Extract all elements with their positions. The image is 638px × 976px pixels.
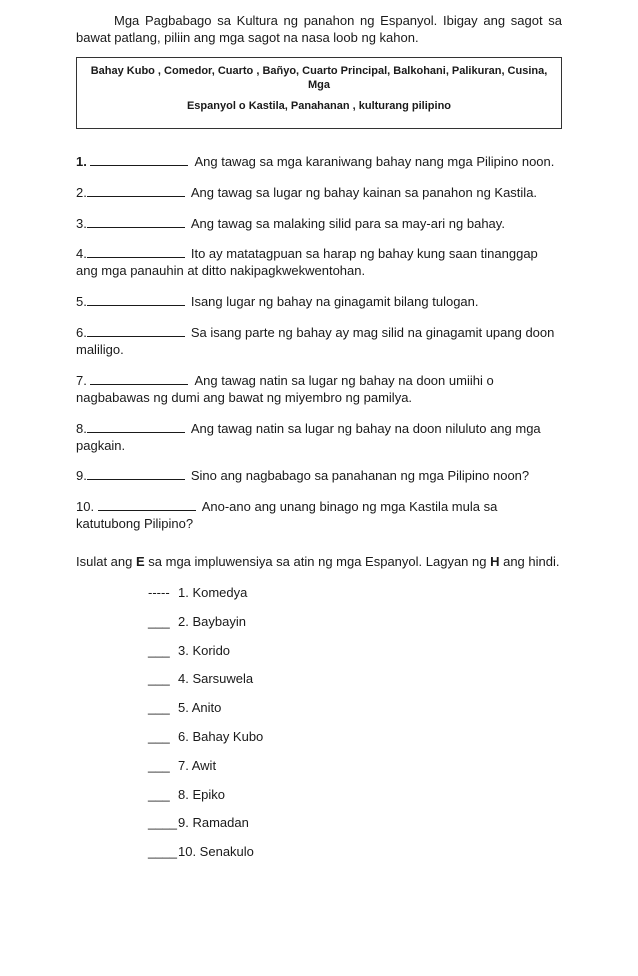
answer-blank[interactable] [87, 245, 185, 258]
choice-answer-mark[interactable]: ___ [148, 757, 170, 773]
question-number: 6. [76, 325, 87, 341]
choice-text: 10. Senakulo [178, 844, 254, 860]
choice-answer-mark[interactable]: ----- [148, 585, 170, 601]
choice-answer-mark[interactable]: ____ [148, 815, 177, 831]
question-text: Isang lugar ng bahay na ginagamit bilang tulogan. [190, 294, 479, 310]
choices-list [76, 585, 562, 873]
choice-text: 8. Epiko [178, 786, 225, 802]
word-bank-line-2: Espanyol o Kastila, Panahanan , kulturang pilipino [186, 100, 452, 113]
question-text: Ang tawag sa malaking silid para sa may-ari ng bahay. [190, 215, 505, 231]
instruction-line [76, 554, 562, 571]
question-item [76, 372, 562, 407]
question-text: Sino ang nagbabago sa panahanan ng mga Pilipino noon? [190, 468, 530, 484]
answer-blank[interactable] [87, 293, 185, 306]
choice-answer-mark[interactable]: ___ [148, 729, 170, 745]
instruction-text: sa mga impluwensiya sa atin ng mga Espanyol. Lagyan ng [144, 554, 491, 570]
choice-text: 6. Bahay Kubo [178, 729, 264, 745]
choice-text: 1. Komedya [178, 585, 248, 601]
choice-item [148, 643, 562, 672]
choice-text: 9. Ramadan [178, 815, 249, 831]
choice-answer-mark[interactable]: ___ [148, 642, 170, 658]
question-item [76, 215, 562, 233]
question-item [76, 324, 562, 359]
answer-blank[interactable] [90, 372, 188, 385]
answer-blank[interactable] [90, 153, 188, 166]
choice-item [148, 700, 562, 729]
question-item [76, 498, 562, 533]
question-number: 3. [76, 215, 87, 231]
answer-blank[interactable] [87, 184, 185, 197]
question-number: 4. [76, 246, 87, 262]
instruction-text: ang hindi. [499, 554, 560, 570]
instruction-bold-e: E [136, 554, 145, 570]
choice-item [148, 844, 562, 873]
choice-text: 5. Anito [178, 700, 222, 716]
answer-blank[interactable] [87, 467, 185, 480]
choice-text: 4. Sarsuwela [178, 671, 254, 687]
instruction-bold-h: H [490, 554, 500, 570]
choice-answer-mark[interactable]: ___ [148, 613, 170, 629]
choice-answer-mark[interactable]: ___ [148, 671, 170, 687]
word-bank-box [76, 57, 562, 129]
choice-item [148, 585, 562, 614]
question-text: Ang tawag natin sa lugar ng bahay na doon niluluto ang mga pagkain. [76, 420, 541, 453]
question-item [76, 184, 562, 202]
word-bank-line-1: Bahay Kubo , Comedor, Cuarto , Bañyo, Cuarto Principal, Balkohani, Palikuran, Cusina, Mga [90, 64, 548, 92]
choice-item [148, 758, 562, 787]
question-text: Ang tawag sa mga karaniwang bahay nang mga Pilipino noon. [194, 153, 555, 169]
question-number: 1. [76, 153, 87, 169]
choice-item [148, 671, 562, 700]
question-text: Ang tawag natin sa lugar ng bahay na doon umiihi o nagbabawas ng dumi ang bawat ng miyembro ng pamilya. [76, 372, 494, 405]
question-item [76, 245, 562, 280]
question-text: Sa isang parte ng bahay ay mag silid na ginagamit upang doon maliligo. [76, 325, 555, 358]
choice-item [148, 729, 562, 758]
intro-paragraph: Mga Pagbabago sa Kultura ng panahon ng Espanyol. Ibigay ang sagot sa bawat patlang, piliin ang mga sagot na nasa loob ng kahon. [76, 13, 562, 45]
question-number: 9. [76, 468, 87, 484]
question-text: Ito ay matatagpuan sa harap ng bahay kung saan tinanggap ang mga panauhin at ditto nakipagkwekwentohan. [76, 246, 538, 279]
question-item [76, 293, 562, 311]
question-text: Ano-ano ang unang binago ng mga Kastila mula sa katutubong Pilipino? [76, 499, 498, 532]
question-text: Ang tawag sa lugar ng bahay kainan sa panahon ng Kastila. [190, 184, 538, 200]
question-number: 2. [76, 184, 87, 200]
question-item [76, 420, 562, 455]
question-number: 10. [76, 499, 95, 515]
choice-answer-mark[interactable]: ____ [148, 844, 177, 860]
choice-answer-mark[interactable]: ___ [148, 700, 170, 716]
instruction-text: Isulat ang [76, 554, 136, 570]
question-number: 5. [76, 294, 87, 310]
answer-blank[interactable] [87, 215, 185, 228]
choice-text: 7. Awit [178, 757, 217, 773]
fill-in-list [76, 153, 562, 533]
question-number: 7. [76, 372, 87, 388]
choice-text: 2. Baybayin [178, 613, 246, 629]
answer-blank[interactable] [87, 324, 185, 337]
question-item [76, 153, 562, 171]
choice-item [148, 787, 562, 816]
question-item [76, 467, 562, 485]
question-number: 8. [76, 420, 87, 436]
answer-blank[interactable] [87, 420, 185, 433]
choice-item [148, 815, 562, 844]
answer-blank[interactable] [98, 498, 196, 511]
choice-text: 3. Korido [178, 642, 231, 658]
choice-answer-mark[interactable]: ___ [148, 786, 170, 802]
choice-item [148, 614, 562, 643]
